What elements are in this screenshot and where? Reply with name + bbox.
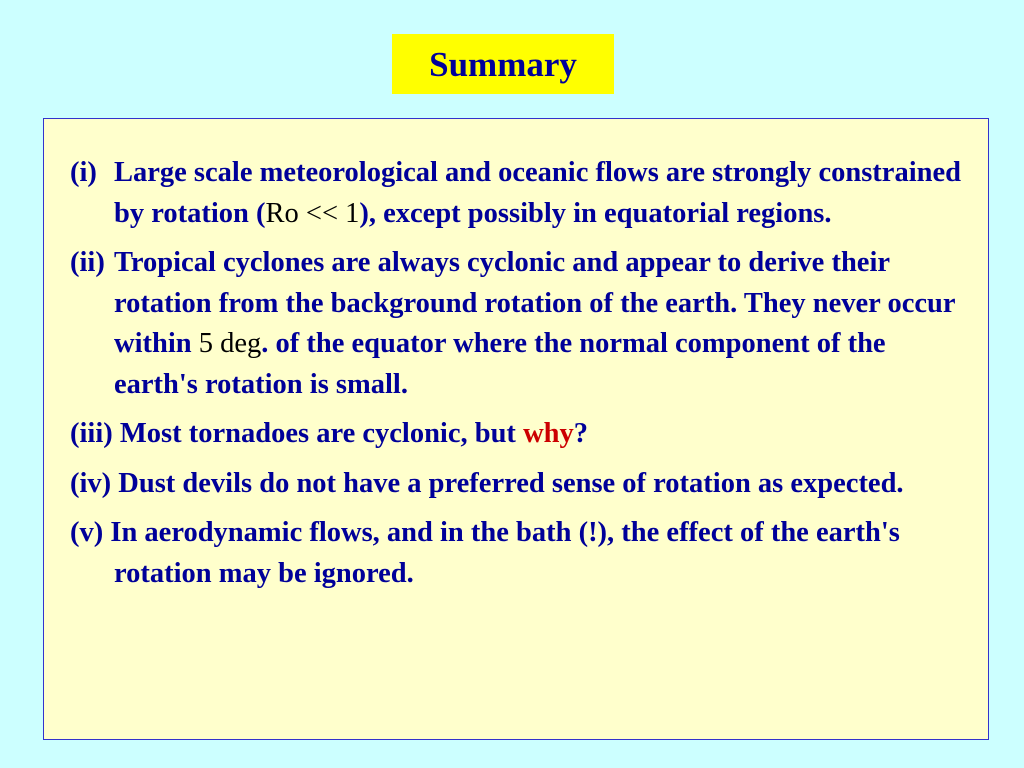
- title-box: [392, 34, 614, 94]
- list-item-iii: [70, 414, 975, 455]
- item-math: Ro << 1: [265, 197, 360, 229]
- slide-title: Summary: [429, 44, 577, 84]
- item-text: Dust devils do not have a preferred sense of rotation as expected.: [118, 467, 904, 499]
- item-text: Large scale meteorological and oceanic flows are strongly constrained by rotation (: [114, 157, 961, 229]
- item-text: . of the equator where the normal component of the earth's rotation is small.: [114, 328, 886, 400]
- item-math: 5 deg: [198, 328, 262, 359]
- item-text: ?: [573, 418, 588, 449]
- item-text: Most tornadoes are cyclonic, but: [119, 418, 524, 449]
- item-marker: (iii): [70, 418, 113, 449]
- list-item-i: [70, 153, 975, 234]
- item-marker: (v): [70, 517, 104, 548]
- list-item-v: [70, 513, 975, 594]
- summary-list: [70, 153, 975, 603]
- list-item-iv: [70, 464, 975, 505]
- item-marker: (i): [70, 157, 97, 188]
- item-text: In aerodynamic flows, and in the bath (!), the effect of the earth's rotation may be ignored.: [110, 517, 900, 589]
- item-text: ), except possibly in equatorial regions.: [359, 197, 832, 229]
- item-text: Tropical cyclones are always cyclonic and appear to derive their rotation from the background rotation of the earth. They never occur within: [114, 247, 955, 359]
- list-item-ii: [70, 243, 975, 405]
- item-highlight: why: [523, 418, 574, 449]
- item-marker: (iv): [70, 467, 112, 499]
- item-marker: (ii): [70, 247, 105, 278]
